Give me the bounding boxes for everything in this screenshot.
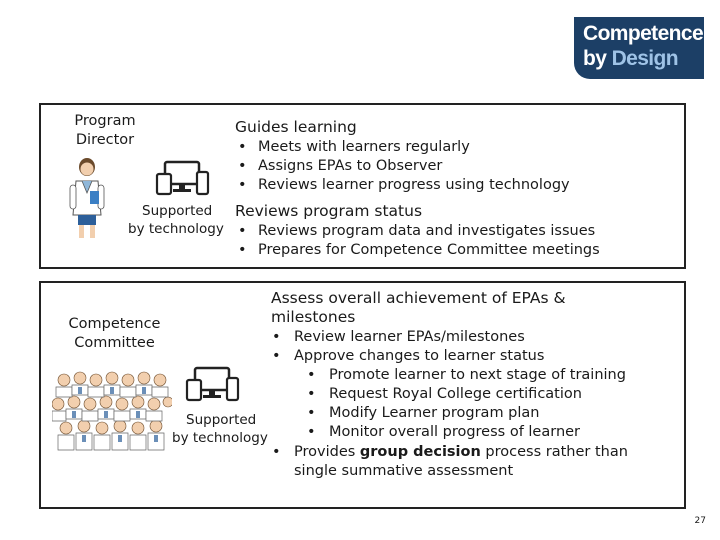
supported-by-technology-label-1b: by technology [128, 221, 224, 237]
technology-devices-icon [185, 366, 241, 402]
sub-list-item: • Promote learner to next stage of training [307, 367, 626, 383]
list-item-continuation: single summative assessment [294, 463, 514, 479]
list-item: • Review learner EPAs/milestones [272, 329, 525, 345]
supported-by-technology-label-2: Supported [186, 412, 257, 428]
program-director-figure-icon [64, 155, 110, 240]
assess-achievement-heading-line2: milestones [271, 308, 356, 326]
sub-list-item: • Request Royal College certification [307, 386, 582, 402]
list-item: • Reviews program data and investigates issues [238, 223, 596, 239]
competence-by-design-logo [574, 17, 704, 79]
list-item: • Assigns EPAs to Observer [238, 158, 443, 174]
committee-group-icon [52, 370, 172, 452]
logo-line2: by Design [583, 47, 678, 70]
list-item: • Approve changes to learner status [272, 348, 545, 364]
sub-list-item: • Monitor overall progress of learner [307, 424, 581, 440]
list-item: • Provides group decision process rather than [272, 444, 628, 460]
program-director-label: Program Director [74, 113, 136, 148]
list-item: • Prepares for Competence Committee meetings [238, 242, 600, 258]
supported-by-technology-label-1: Supported [142, 203, 213, 219]
guides-learning-heading: Guides learning [235, 118, 357, 136]
page-number: 27 [694, 516, 706, 526]
assess-achievement-heading-line1: Assess overall achievement of EPAs & [271, 289, 566, 307]
sub-list-item: • Modify Learner program plan [307, 405, 540, 421]
supported-by-technology-label-2b: by technology [172, 430, 268, 446]
logo-line1: Competence [583, 22, 704, 45]
list-item: • Reviews learner progress using technology [238, 177, 570, 193]
list-item: • Meets with learners regularly [238, 139, 470, 155]
technology-devices-icon [155, 160, 211, 196]
reviews-program-status-heading: Reviews program status [235, 202, 423, 220]
competence-committee-label: Competence Committee [68, 316, 161, 351]
